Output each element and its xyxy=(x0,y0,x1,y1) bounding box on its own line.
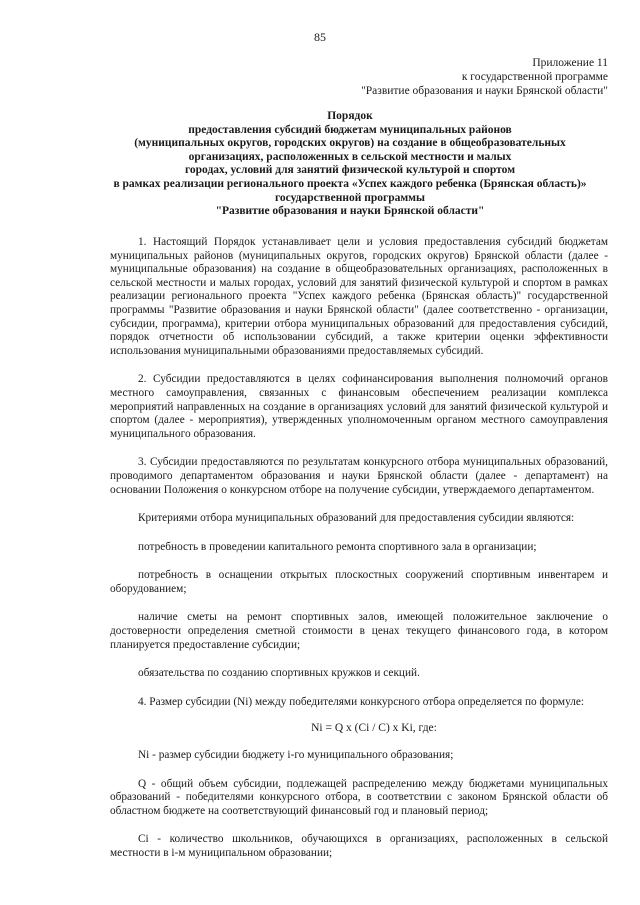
definition-ci: Ci - количество школьников, обучающихся в организациях, расположенных в сельской местности в i-м муниципальном образовании; xyxy=(110,833,608,859)
page-number: 85 xyxy=(314,30,326,44)
criteria-intro: Критериями отбора муниципальных образований для предоставления субсидии являются: xyxy=(138,512,575,525)
paragraph-2: 2. Субсидии предоставляются в целях софинансирования выполнения полномочий органов местного самоуправления, связанных с финансовым обеспечением реализации комплекса мероприятий направленных на создание в организациях условий для занятий физической культурой и спортом (далее - мероприятия), утвержденных уполномоченным органом местного самоуправления муниципального образования. xyxy=(110,373,608,440)
paragraph-3: 3. Субсидии предоставляются по результатам конкурсного отбора муниципальных образований, проводимого департаментом образования и науки Брянской области (далее - департамент) на основании Положения о конкурсном отборе на получение субсидии, утверждаемого департаментом. xyxy=(110,456,608,496)
title-line: городах, условий для занятий физической культурой и спортом xyxy=(184,164,516,177)
title-line: (муниципальных округов, городских округов) на создание в общеобразовательных xyxy=(134,137,566,150)
title-line: "Развитие образования и науки Брянской области" xyxy=(215,205,485,218)
title-line: предоставления субсидий бюджетам муниципальных районов xyxy=(188,123,512,136)
definition-ni: Ni - размер субсидии бюджету i-го муниципального образования; xyxy=(138,749,454,762)
appendix-line: "Развитие образования и науки Брянской области" xyxy=(361,85,608,97)
title-line: Порядок xyxy=(327,110,373,122)
appendix-line: к государственной программе xyxy=(461,71,608,83)
paragraph-1: 1. Настоящий Порядок устанавливает цели и условия предоставления субсидий бюджетам муниципальных районов (муниципальных округов, городских округов) Брянской области (далее - муниципальные образования) на создание в общеобразовательных организациях, расположенных в сельской местности и малых городах, условий для занятий физической культурой и спортом в рамках реализации регионального проекта "Успех каждого ребенка (Брянская область)" государственной программы "Развитие образования и науки Брянской области" (далее соответственно - организации, субсидии, программа), критерии отбора муниципальных образований для предоставления субсидий, порядок отчетности об использовании субсидий, а также критерии оценки эффективности использования муниципальными образованиями предоставляемых субсидий. xyxy=(110,236,608,357)
title-line: государственной программы xyxy=(275,191,425,204)
title-line: в рамках реализации регионального проекта «Успех каждого ребенка (Брянская область)» xyxy=(113,177,587,190)
criteria-item: обязательства по созданию спортивных кружков и секций. xyxy=(138,667,420,680)
criteria-item: потребность в проведении капитального ремонта спортивного зала в организации; xyxy=(138,540,537,553)
document-title xyxy=(60,110,640,219)
appendix-header xyxy=(361,56,608,98)
definition-q: Q - общий объем субсидии, подлежащей распределению между бюджетами муниципальных образований - победителями конкурсного отбора, в соответствии с законом Брянской области об областном бюджете на соответствующий финансовый год и плановый период; xyxy=(110,777,608,817)
appendix-line: Приложение 11 xyxy=(532,57,608,69)
document-body xyxy=(110,236,608,861)
formula: Ni = Q x (Ci / C) x Ki, где: xyxy=(311,722,437,735)
criteria-item: наличие сметы на ремонт спортивных залов, имеющей положительное заключение о достоверности определения сметной стоимости в ценах текущего финансового года, в котором планируется предоставление субсидии; xyxy=(110,611,608,651)
title-line: организациях, расположенных в сельской местности и малых xyxy=(188,150,512,163)
paragraph-4: 4. Размер субсидии (Ni) между победителями конкурсного отбора определяется по формуле: xyxy=(138,695,585,708)
criteria-item: потребность в оснащении открытых плоскостных сооружений спортивным инвентарем и оборудованием; xyxy=(110,569,608,595)
